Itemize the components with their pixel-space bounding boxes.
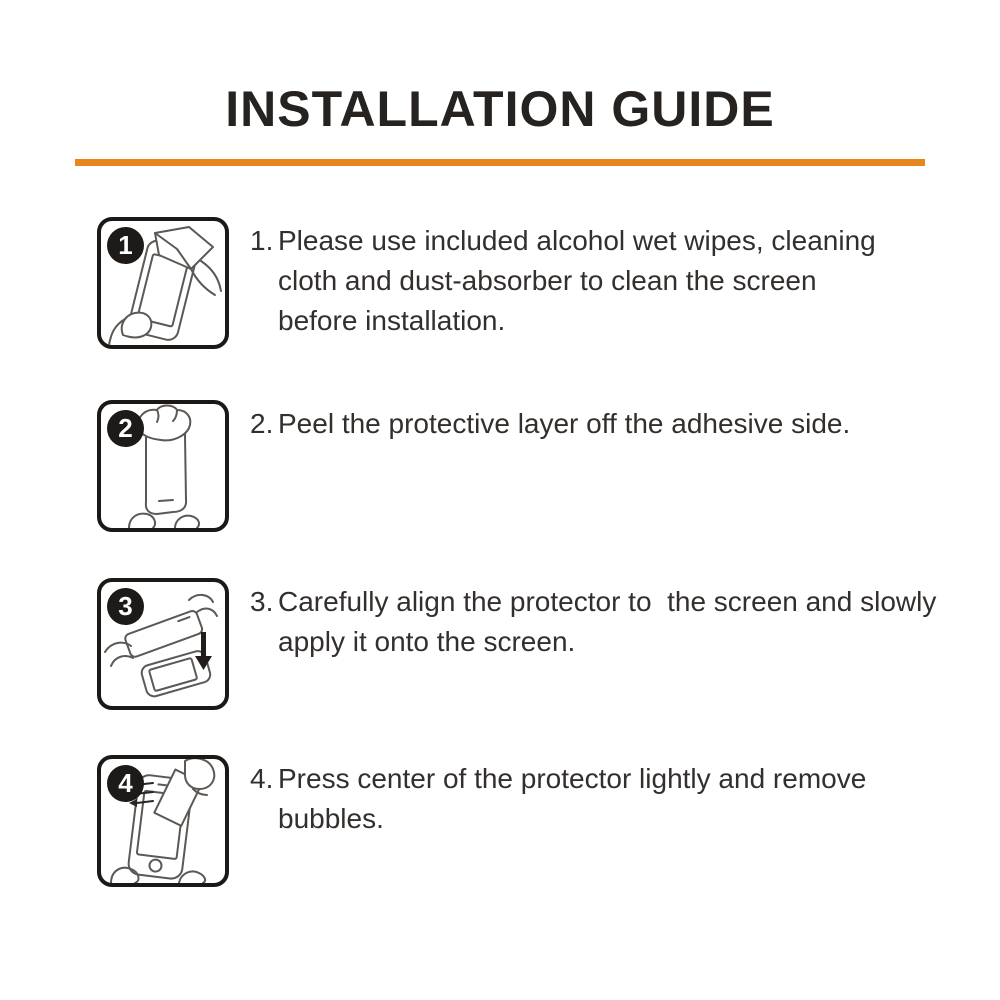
step-2-text: [250, 404, 950, 444]
step-1-text: [250, 221, 950, 341]
step-4-text: [250, 759, 950, 839]
step-1-line: cloth and dust-absorber to clean the screen: [278, 265, 817, 296]
step-3-number: 3.: [250, 586, 274, 617]
step-3-line: apply it onto the screen.: [278, 626, 576, 657]
step-1-badge: 1: [107, 227, 144, 264]
step-2-badge: 2: [107, 410, 144, 447]
step-4-line: bubbles.: [278, 803, 384, 834]
step-3-illustration-box: [97, 578, 229, 710]
step-3-badge: 3: [107, 588, 144, 625]
page-title: INSTALLATION GUIDE: [225, 81, 775, 137]
step-4-number: 4.: [250, 763, 274, 794]
step-3-text: [250, 582, 950, 662]
step-1-line: Please use included alcohol wet wipes, cleaning: [278, 225, 876, 256]
step-2-line: Peel the protective layer off the adhesive side.: [278, 408, 851, 439]
step-4-line: Press center of the protector lightly and remove: [278, 763, 867, 794]
step-1-number: 1.: [250, 225, 274, 256]
step-2-number: 2.: [250, 408, 274, 439]
step-1-illustration-box: [97, 217, 229, 349]
step-2-illustration-box: [97, 400, 229, 532]
step-1-line: before installation.: [278, 305, 506, 336]
step-4-badge: 4: [107, 765, 144, 802]
accent-divider: [75, 159, 925, 166]
step-4-illustration-box: [97, 755, 229, 887]
step-3-line: Carefully align the protector to the screen and slowly: [278, 586, 937, 617]
